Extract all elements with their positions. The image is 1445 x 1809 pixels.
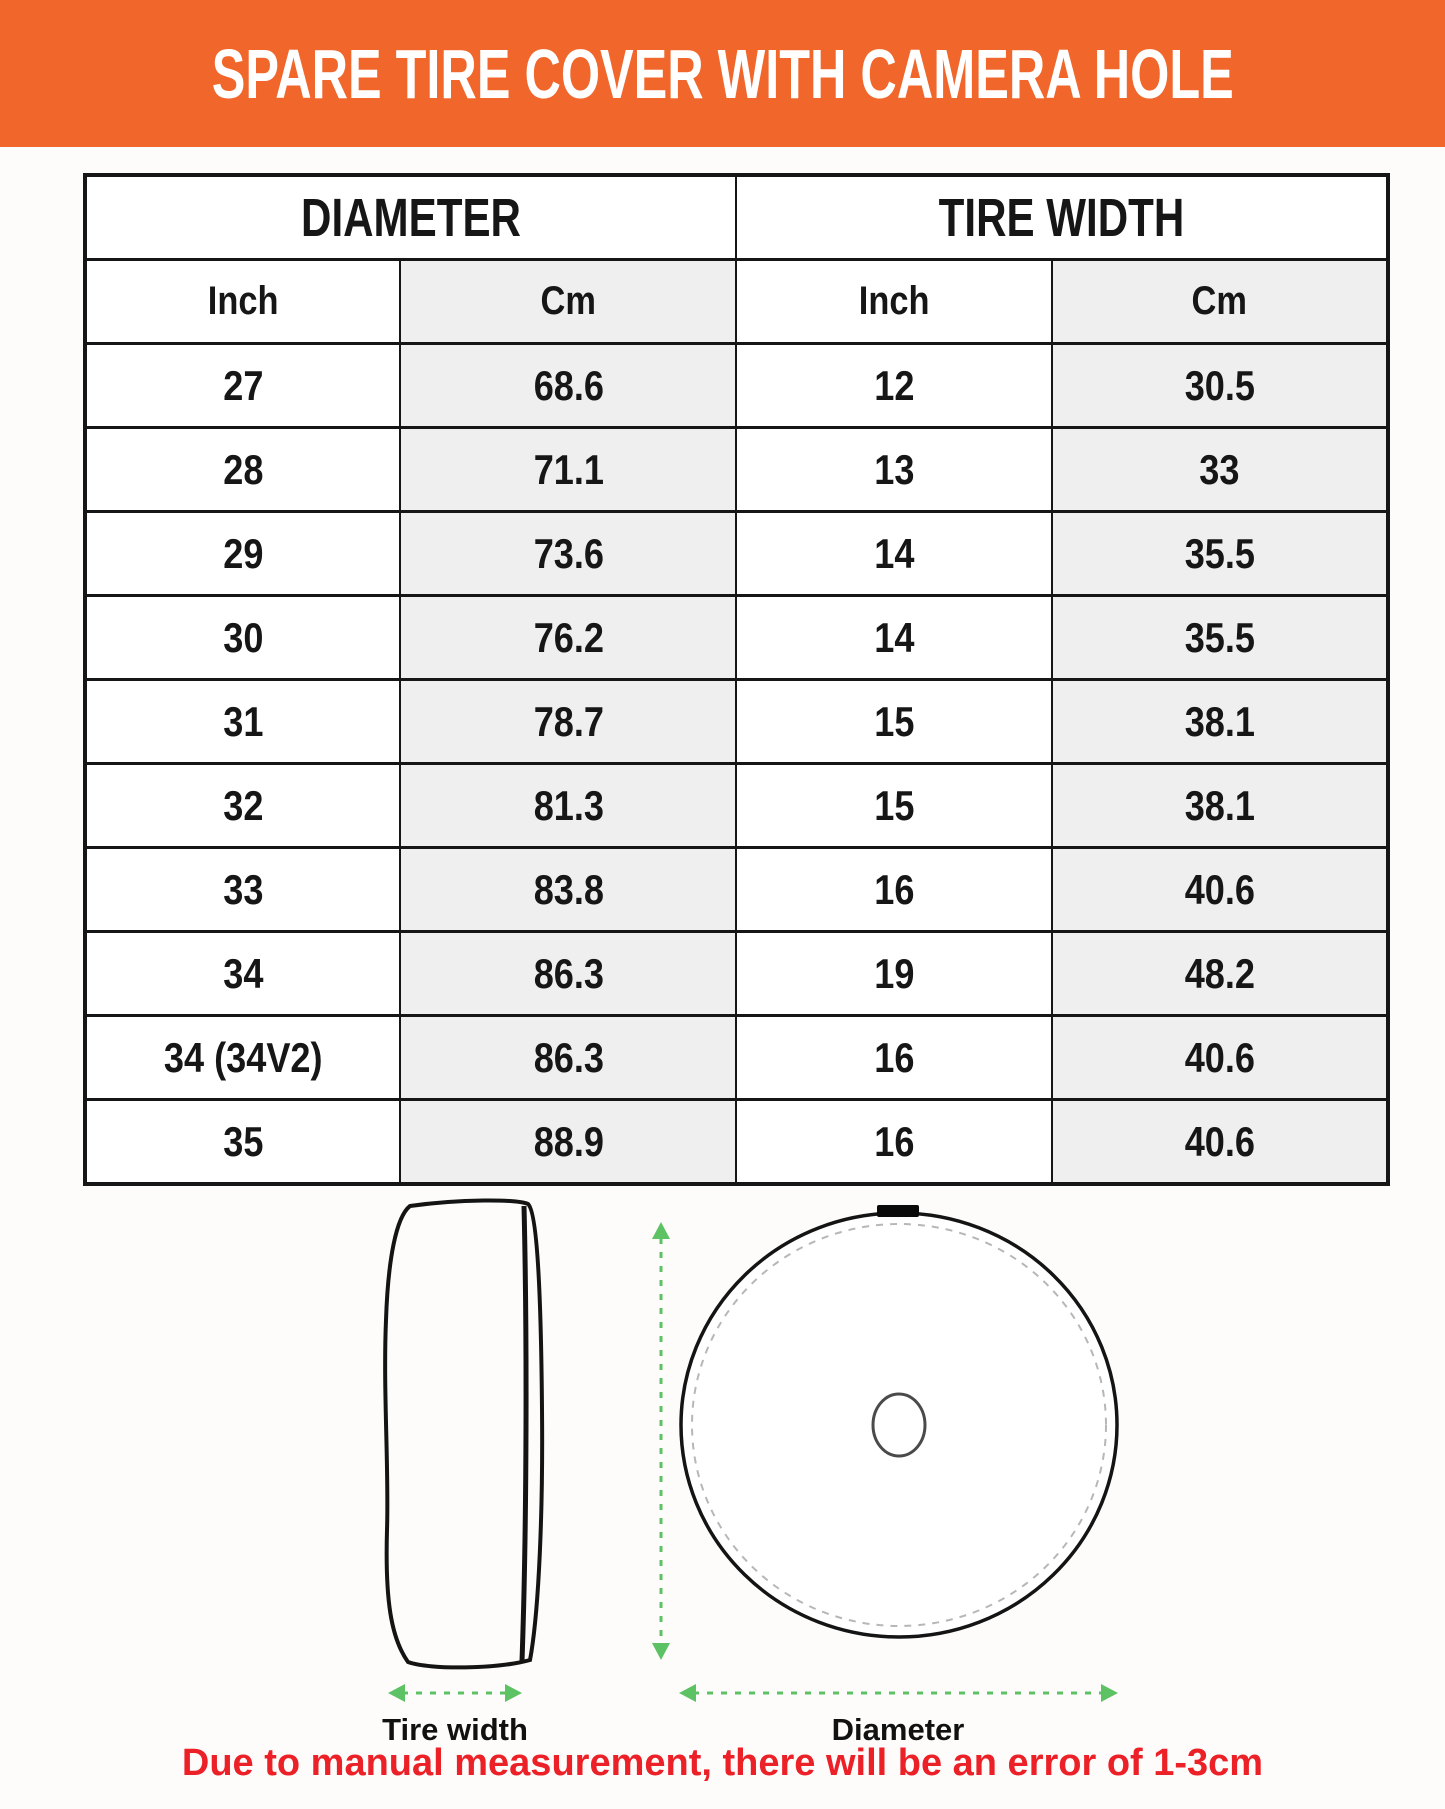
column-group-diameter — [85, 175, 736, 260]
tire-side-view — [385, 1200, 542, 1667]
table-cell: 76.2 — [400, 596, 736, 680]
diameter-arrow — [679, 1684, 1118, 1702]
table-cell: 81.3 — [400, 764, 736, 848]
table-cell: 34 (34V2) — [85, 1016, 400, 1100]
table-cell: 13 — [736, 428, 1051, 512]
table-row — [85, 512, 1388, 596]
tire-width-label: Tire width — [382, 1712, 528, 1747]
subheader-diameter-inch: Inch — [85, 260, 400, 344]
diameter-header-label: DIAMETER — [301, 187, 522, 248]
size-table — [83, 173, 1390, 1186]
table-cell: 12 — [736, 344, 1051, 428]
table-cell: 16 — [736, 848, 1051, 932]
tire-width-arrow — [388, 1684, 522, 1702]
table-cell: 71.1 — [400, 428, 736, 512]
table-cell: 16 — [736, 1016, 1051, 1100]
table-cell: 16 — [736, 1100, 1051, 1185]
table-cell: 34 — [85, 932, 400, 1016]
table-cell: 83.8 — [400, 848, 736, 932]
table-cell: 35.5 — [1052, 512, 1388, 596]
table-cell: 38.1 — [1052, 764, 1388, 848]
table-cell: 68.6 — [400, 344, 736, 428]
diameter-label: Diameter — [831, 1712, 965, 1747]
table-cell: 30 — [85, 596, 400, 680]
table-cell: 73.6 — [400, 512, 736, 596]
table-row — [85, 764, 1388, 848]
table-cell: 48.2 — [1052, 932, 1388, 1016]
table-cell: 15 — [736, 764, 1051, 848]
title-banner — [0, 0, 1445, 147]
table-cell: 86.3 — [400, 932, 736, 1016]
table-cell: 35 — [85, 1100, 400, 1185]
tire-front-view — [681, 1205, 1117, 1637]
table-cell: 29 — [85, 512, 400, 596]
measurement-error-note: Due to manual measurement, there will be an error of 1-3cm — [181, 1742, 1264, 1784]
subheader-width-inch: Inch — [736, 260, 1051, 344]
table-cell: 40.6 — [1052, 1100, 1388, 1185]
table-cell: 78.7 — [400, 680, 736, 764]
table-cell: 40.6 — [1052, 848, 1388, 932]
valve-notch — [877, 1205, 919, 1217]
table-row — [85, 932, 1388, 1016]
group-header-row — [85, 175, 1388, 260]
table-cell: 33 — [1052, 428, 1388, 512]
page-title: SPARE TIRE COVER WITH CAMERA HOLE — [211, 34, 1234, 113]
diameter-vertical-arrow — [652, 1222, 670, 1660]
table-cell: 35.5 — [1052, 596, 1388, 680]
table-row — [85, 344, 1388, 428]
camera-hole — [873, 1394, 925, 1456]
table-row — [85, 680, 1388, 764]
column-group-tire-width — [736, 175, 1388, 260]
measurement-diagram — [0, 1170, 1445, 1750]
table-cell: 40.6 — [1052, 1016, 1388, 1100]
table-cell: 14 — [736, 512, 1051, 596]
table-cell: 28 — [85, 428, 400, 512]
tire-width-header-label: TIRE WIDTH — [938, 187, 1185, 248]
table-cell: 33 — [85, 848, 400, 932]
table-body — [85, 344, 1388, 1185]
table-cell: 15 — [736, 680, 1051, 764]
subheader-width-cm: Cm — [1052, 260, 1388, 344]
table-cell: 31 — [85, 680, 400, 764]
table-cell: 86.3 — [400, 1016, 736, 1100]
table-cell: 19 — [736, 932, 1051, 1016]
table-cell: 88.9 — [400, 1100, 736, 1185]
table-cell: 14 — [736, 596, 1051, 680]
table-row — [85, 1016, 1388, 1100]
table-row — [85, 596, 1388, 680]
table-cell: 32 — [85, 764, 400, 848]
table-row — [85, 428, 1388, 512]
table-cell: 30.5 — [1052, 344, 1388, 428]
table-cell: 27 — [85, 344, 400, 428]
table-row — [85, 848, 1388, 932]
subheader-diameter-cm: Cm — [400, 260, 736, 344]
sub-header-row — [85, 260, 1388, 344]
table-cell: 38.1 — [1052, 680, 1388, 764]
size-chart — [83, 173, 1390, 1186]
